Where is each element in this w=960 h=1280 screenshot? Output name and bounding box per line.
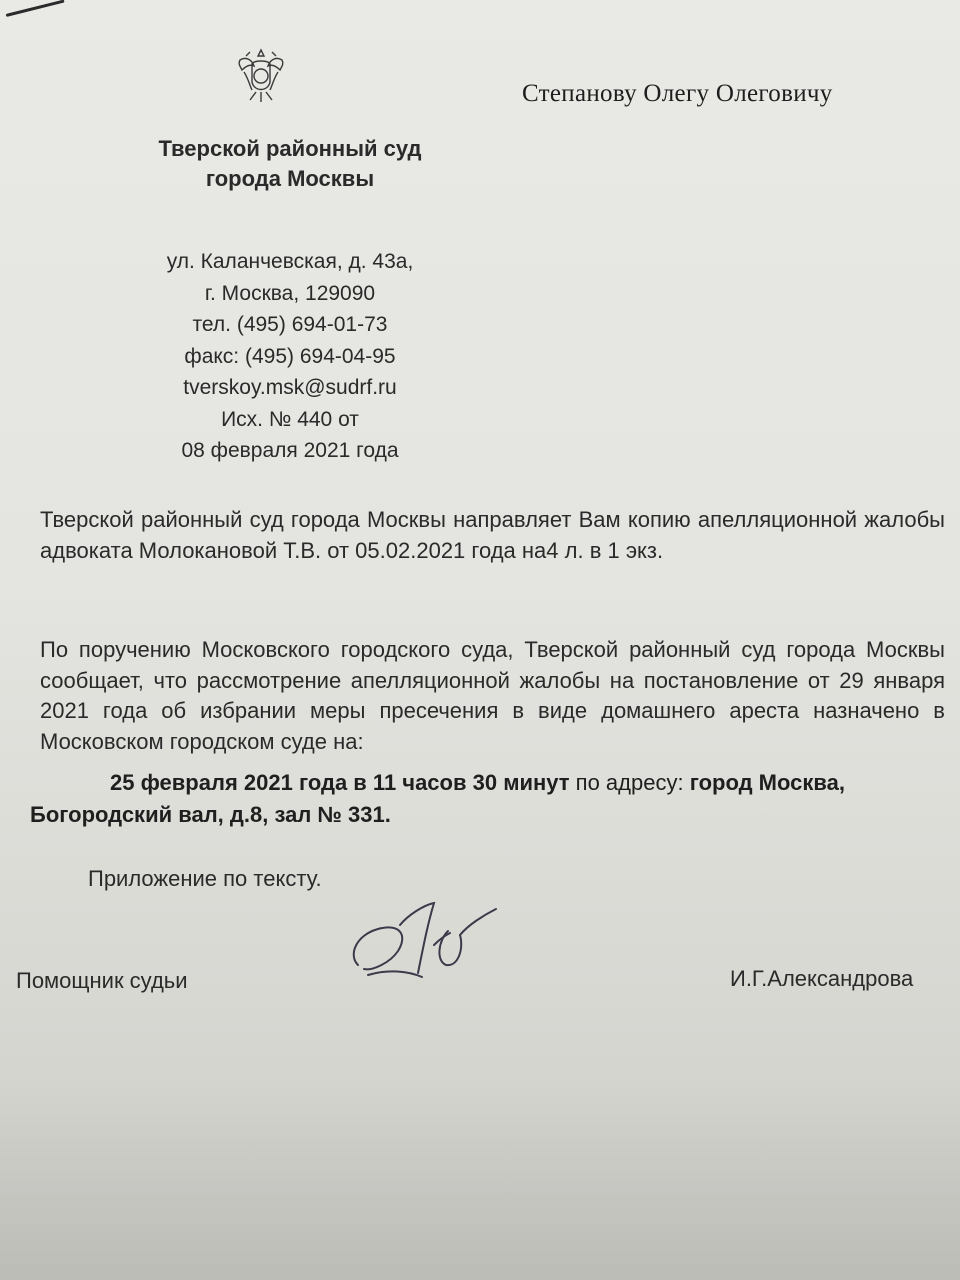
paragraph-hearing-notice xyxy=(40,635,945,757)
court-street: ул. Каланчевская, д. 43а, xyxy=(166,250,414,273)
coat-of-arms-icon xyxy=(228,42,294,108)
signatory-name: И.Г.Александрова xyxy=(730,966,914,991)
court-phone: тел. (495) 694-01-73 xyxy=(192,313,388,336)
outgoing-date: 08 февраля 2021 года xyxy=(181,439,399,462)
paragraph-text: постановление от 29 января 2021 года об избрании меры пресечения в виде xyxy=(40,667,945,723)
hearing-datetime: 25 февраля 2021 года в 11 часов 30 минут xyxy=(110,770,570,795)
paragraph-copy-notice xyxy=(40,505,945,566)
paragraph-text: Тверской районный суд города Москвы направляет Вам копию xyxy=(40,507,698,532)
paragraph-text: апелляционной жалобы адвоката Молокановой Т.В. от 05.02.2021 года на4 л. xyxy=(40,507,945,563)
paragraph-text: города Москвы сообщает, что рассмотрение апелляционной жалобы на xyxy=(40,637,945,693)
court-city: г. Москва, 129090 xyxy=(204,281,376,305)
court-name-line: Тверской районный суд xyxy=(158,136,422,161)
addressee: Степанову Олегу Олеговичу xyxy=(522,80,833,107)
paragraph-text: домашнего ареста назначено в Московском городском суде на: xyxy=(40,698,945,754)
hearing-city: город Москва, xyxy=(689,770,845,795)
court-name-line: города Москвы xyxy=(205,166,375,191)
outgoing-number: Исх. № 440 от xyxy=(221,407,359,431)
court-email: tverskoy.msk@sudrf.ru xyxy=(183,376,397,399)
hearing-address: Богородский вал, д.8, зал № 331. xyxy=(30,802,391,827)
court-fax: факс: (495) 694-04-95 xyxy=(184,344,396,368)
hearing-schedule xyxy=(30,767,945,831)
paragraph-text: в 1 экз. xyxy=(589,537,664,563)
hearing-address-line xyxy=(30,799,945,831)
court-header xyxy=(20,134,560,467)
handwritten-signature xyxy=(338,895,518,990)
signatory-title: Помощник судьи xyxy=(16,968,188,993)
paragraph-text: По поручению Московского городского суда, Тверской районный суд xyxy=(40,637,787,662)
enclosure-note: Приложение по тексту. xyxy=(88,866,322,891)
court-address xyxy=(20,246,560,467)
court-name xyxy=(20,134,560,194)
hearing-address-label: по адресу: xyxy=(569,770,690,795)
hearing-datetime-line xyxy=(30,767,945,799)
pen-stroke-mark xyxy=(6,0,65,17)
paper-shadow xyxy=(0,1080,960,1280)
